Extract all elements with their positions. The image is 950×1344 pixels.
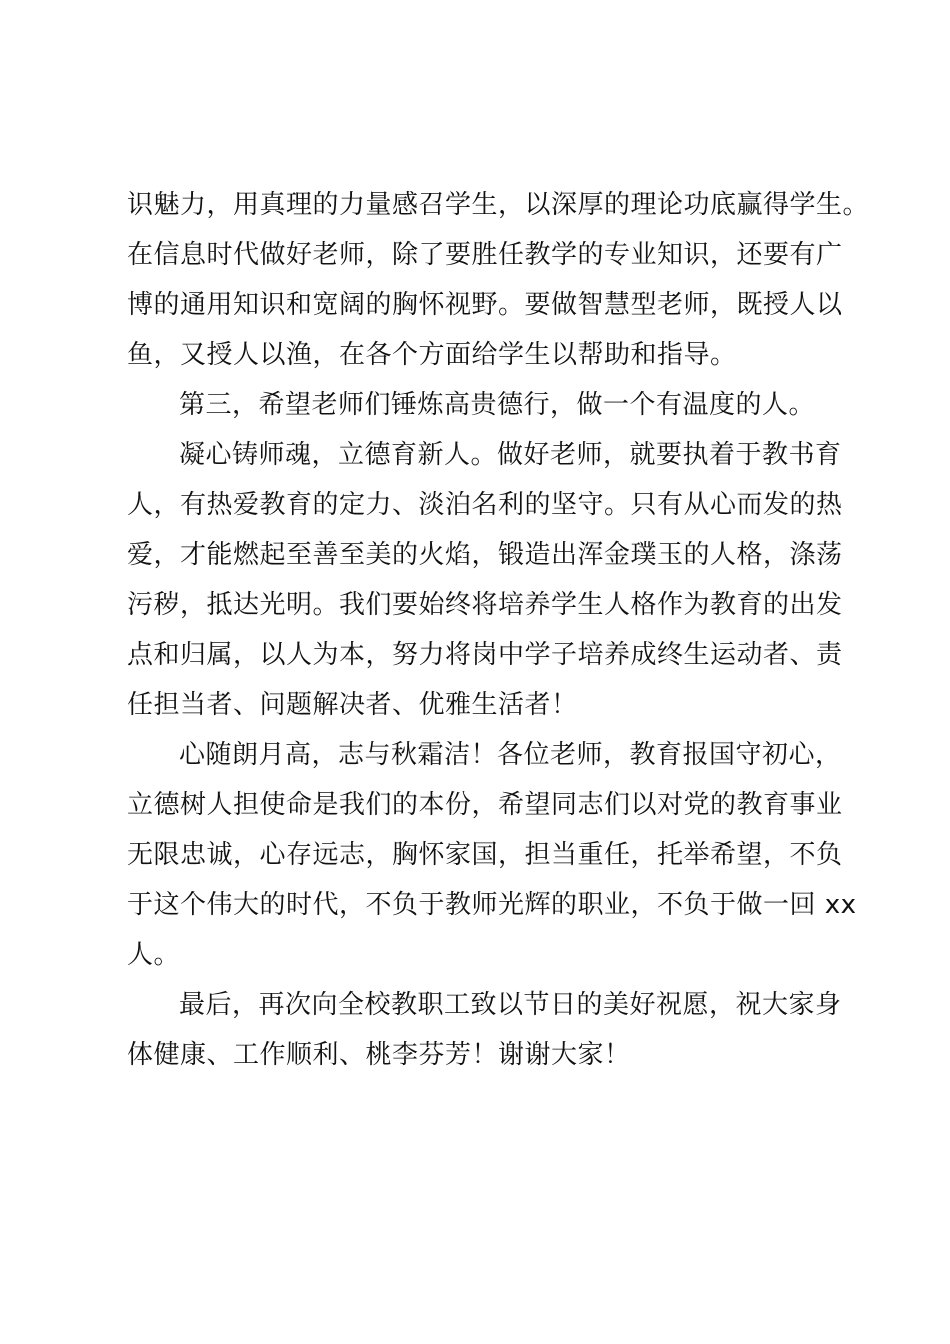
paragraph-4 [127, 730, 857, 980]
text-line: 凝心铸师魂，立德育新人。做好老师，就要执着于教书育 [179, 440, 842, 470]
paragraph-3 [127, 430, 843, 730]
text-line: 最后，再次向全校教职工致以节日的美好祝愿，祝大家身 [179, 990, 842, 1020]
paragraph-5 [127, 980, 842, 1080]
paragraph-2 [127, 380, 837, 430]
text-line: 无限忠诚，心存远志，胸怀家国，担当重任，托举希望，不负 [127, 840, 843, 870]
text-line: 心随朗月高，志与秋霜洁！各位老师，教育报国守初心， [179, 740, 842, 770]
text-line: 爱，才能燃起至善至美的火焰，锻造出浑金璞玉的人格，涤荡 [127, 540, 843, 570]
text-line: 立德树人担使命是我们的本份，希望同志们以对党的教育事业 [127, 790, 843, 820]
text-line: 识魅力，用真理的力量感召学生，以深厚的理论功底赢得学生。 [127, 190, 870, 220]
document-body [127, 180, 870, 1080]
text-line: 点和归属，以人为本，努力将岗中学子培养成终生运动者、责 [127, 640, 843, 670]
text-line: 体健康、工作顺利、桃李芬芳！谢谢大家！ [127, 1040, 631, 1070]
text-line: 于这个伟大的时代，不负于教师光辉的职业，不负于做一回 xx [127, 890, 857, 920]
text-line: 任担当者、问题解决者、优雅生活者！ [127, 690, 578, 720]
text-line: 第三，希望老师们锤炼高贵德行，做一个有温度的人。 [179, 390, 816, 420]
text-line: 博的通用知识和宽阔的胸怀视野。要做智慧型老师，既授人以 [127, 290, 843, 320]
text-line: 鱼，又授人以渔，在各个方面给学生以帮助和指导。 [127, 340, 737, 370]
text-line: 在信息时代做好老师，除了要胜任教学的专业知识，还要有广 [127, 240, 843, 270]
paragraph-1 [127, 180, 870, 380]
text-line: 人。 [127, 940, 181, 970]
text-line: 污秽，抵达光明。我们要始终将培养学生人格作为教育的出发 [127, 590, 843, 620]
text-line: 人，有热爱教育的定力、淡泊名利的坚守。只有从心而发的热 [127, 490, 843, 520]
